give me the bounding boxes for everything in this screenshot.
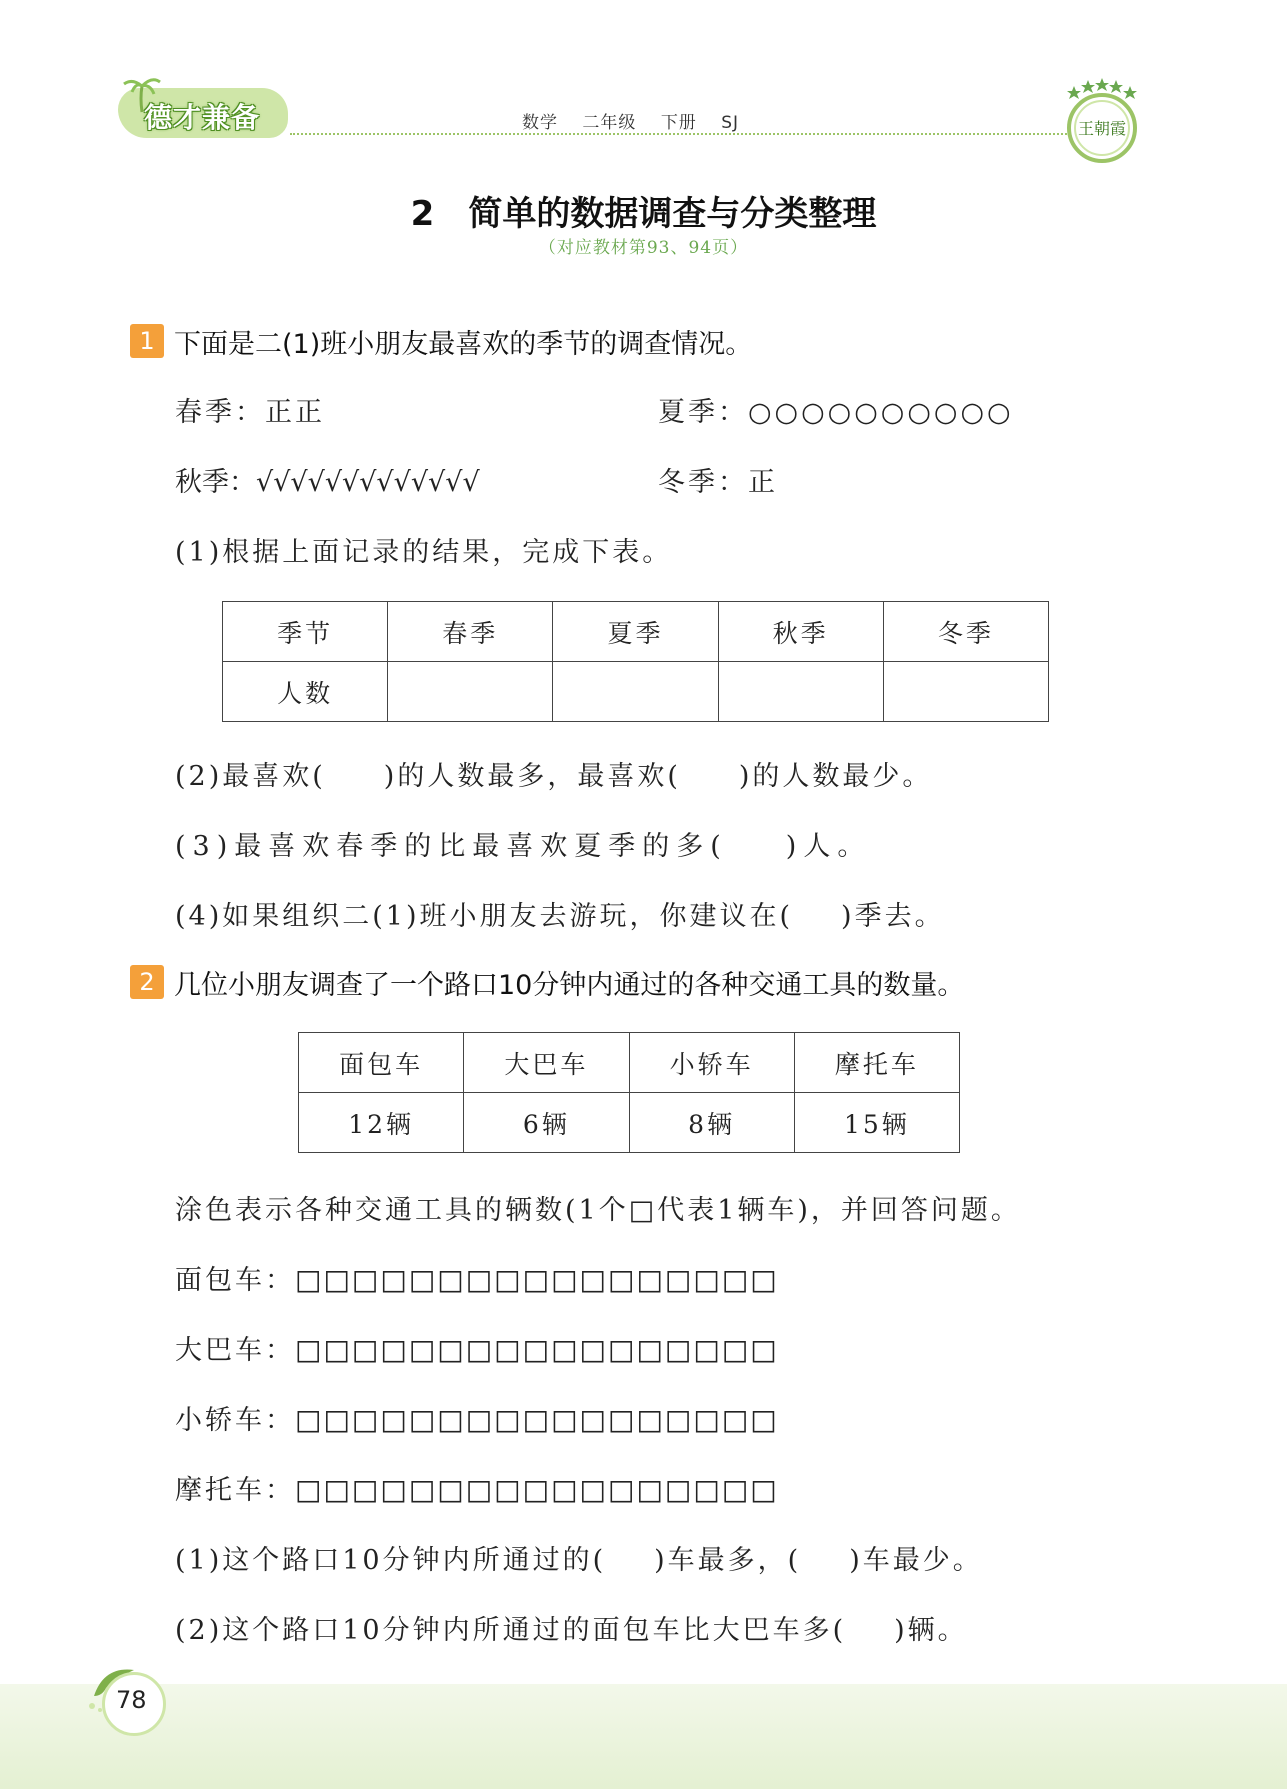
- q1-sub1: (1)根据上面记录的结果，完成下表。: [175, 537, 673, 568]
- table-header-cell: 季节: [223, 602, 388, 662]
- q1-sub2-text: )的人数最多，最喜欢(: [383, 761, 681, 792]
- term-label: 下册: [660, 113, 697, 133]
- brand-logo: [118, 80, 288, 140]
- question-1-badge: 1: [130, 324, 164, 358]
- table-row: [223, 662, 1049, 722]
- q1-sub2-text: (2)最喜欢(: [175, 761, 326, 792]
- brand-text: 德才兼备: [144, 101, 261, 134]
- table-header-cell: 夏季: [553, 602, 718, 662]
- vehicle-row: [175, 1468, 779, 1507]
- table-header-cell: 春季: [388, 602, 553, 662]
- question-2-badge: 2: [130, 965, 164, 999]
- table-cell: 6辆: [464, 1093, 629, 1153]
- table-header-cell: 小轿车: [629, 1033, 794, 1093]
- lesson-number: 2: [410, 194, 435, 234]
- header-meta: [522, 108, 757, 133]
- table-header-cell: 冬季: [883, 602, 1048, 662]
- page-number: 78: [116, 1686, 147, 1714]
- vehicle-row-label: 摩托车：: [175, 1475, 295, 1506]
- vehicle-row-label: 面包车：: [175, 1265, 295, 1296]
- subject-label: 数学: [522, 113, 558, 133]
- answer-cell-spring[interactable]: [388, 662, 553, 722]
- header-divider: [290, 133, 1130, 135]
- q1-sub3-text: (3)最喜欢春季的比最喜欢夏季的多(: [175, 831, 728, 862]
- table-cell: 8辆: [629, 1093, 794, 1153]
- page-title: [0, 186, 1287, 235]
- table-header-cell: 大巴车: [464, 1033, 629, 1093]
- table-header-cell: 摩托车: [794, 1033, 959, 1093]
- question-2-prompt: 几位小朋友调查了一个路口10分钟内通过的各种交通工具的数量。: [174, 970, 965, 1001]
- q2-sub1-text: )车最少。: [849, 1545, 983, 1576]
- author-seal-icon: [1060, 76, 1144, 168]
- vehicle-row-label: 大巴车：: [175, 1335, 295, 1366]
- table-row: [223, 602, 1049, 662]
- q2-sub1-text: (1)这个路口10分钟内所通过的(: [175, 1545, 607, 1576]
- color-boxes[interactable]: □□□□□□□□□□□□□□□□□: [295, 1473, 779, 1506]
- table-row-label: 人数: [223, 662, 388, 722]
- q1-sub3: [175, 824, 871, 863]
- q1-sub4: [175, 894, 945, 933]
- record-summer: 夏季：○○○○○○○○○○: [658, 397, 1014, 428]
- color-boxes[interactable]: □□□□□□□□□□□□□□□□□: [295, 1403, 779, 1436]
- answer-cell-winter[interactable]: [883, 662, 1048, 722]
- vehicle-row: [175, 1258, 779, 1297]
- record-autumn: 秋季：√√√√√√√√√√√√√: [175, 467, 480, 498]
- footer-band: [0, 1684, 1287, 1789]
- color-boxes[interactable]: □□□□□□□□□□□□□□□□□: [295, 1333, 779, 1366]
- color-boxes[interactable]: □□□□□□□□□□□□□□□□□: [295, 1263, 779, 1296]
- record-winter: 冬季：正: [658, 467, 778, 498]
- question-1-prompt: 下面是二(1)班小朋友最喜欢的季节的调查情况。: [174, 329, 753, 360]
- q1-sub4-text: (4)如果组织二(1)班小朋友去游玩，你建议在(: [175, 901, 794, 932]
- table-cell: 12辆: [299, 1093, 464, 1153]
- record-spring: 春季：正正: [175, 397, 325, 428]
- grade-label: 二年级: [582, 113, 637, 133]
- q1-sub3-text: )人。: [785, 831, 872, 862]
- vehicle-row: [175, 1328, 779, 1367]
- lesson-title: 简单的数据调查与分类整理: [468, 194, 877, 234]
- q1-sub2-text: )的人数最少。: [738, 761, 933, 792]
- q2-sub1-text: )车最多，(: [654, 1545, 802, 1576]
- q2-sub2-text: )辆。: [894, 1615, 968, 1646]
- seal-text: 王朝霞: [1077, 119, 1127, 138]
- q2-instruction: 涂色表示各种交通工具的辆数(1个□代表1辆车)，并回答问题。: [175, 1195, 1021, 1226]
- edition-label: SJ: [721, 113, 740, 133]
- vehicle-row: [175, 1398, 779, 1437]
- table-header-cell: 面包车: [299, 1033, 464, 1093]
- table-row: [299, 1033, 960, 1093]
- q2-sub2: [175, 1608, 968, 1647]
- vehicle-row-label: 小轿车：: [175, 1405, 295, 1436]
- q2-sub2-text: (2)这个路口10分钟内所通过的面包车比大巴车多(: [175, 1615, 847, 1646]
- q1-sub4-text: )季去。: [841, 901, 945, 932]
- textbook-reference: （对应教材第93、94页）: [538, 238, 749, 258]
- q1-sub2: [175, 754, 932, 793]
- table-row: [299, 1093, 960, 1153]
- season-table: [222, 601, 1049, 722]
- table-header-cell: 秋季: [718, 602, 883, 662]
- vehicle-table: [298, 1032, 960, 1153]
- q2-sub1: [175, 1538, 983, 1577]
- answer-cell-summer[interactable]: [553, 662, 718, 722]
- answer-cell-autumn[interactable]: [718, 662, 883, 722]
- table-cell: 15辆: [794, 1093, 959, 1153]
